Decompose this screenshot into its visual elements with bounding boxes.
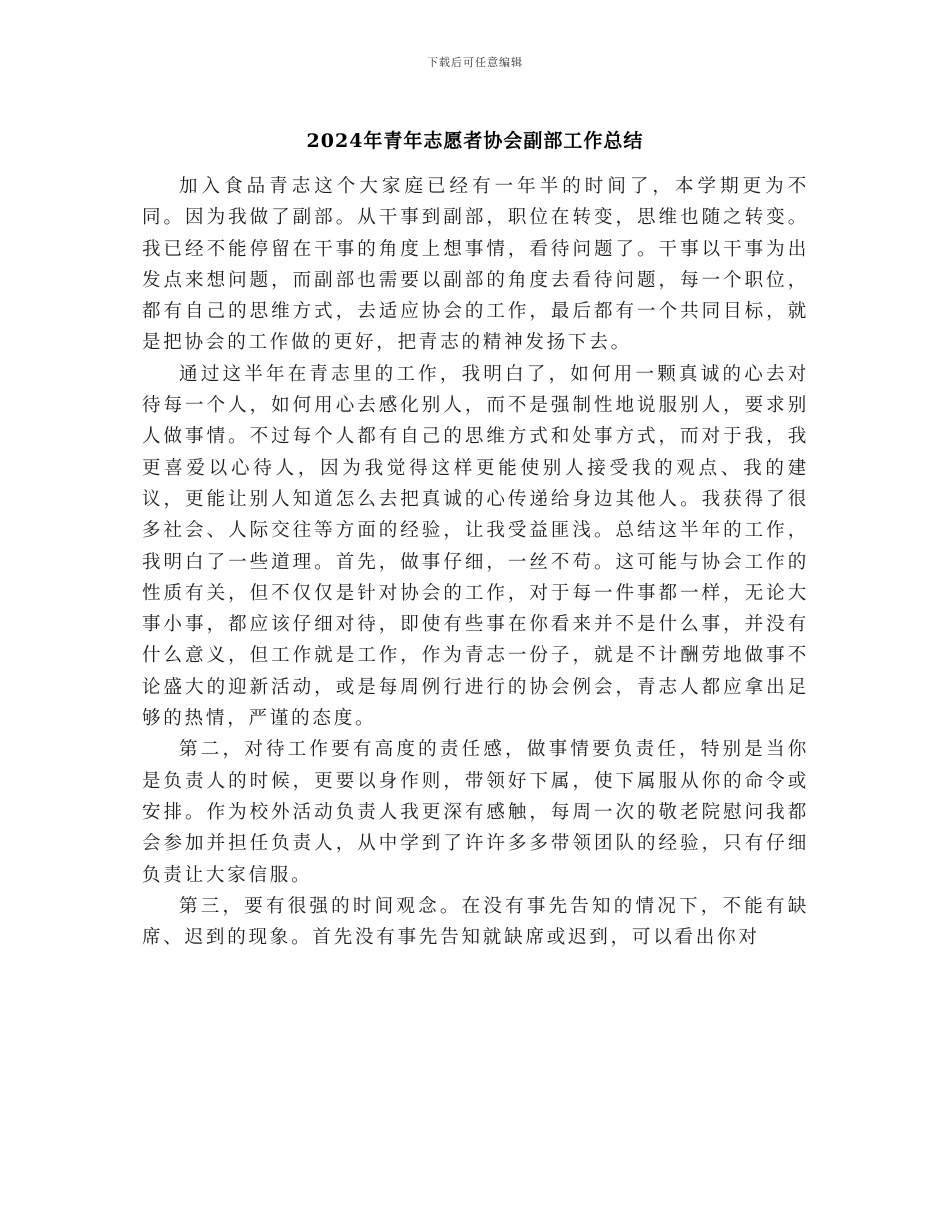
document-body [142, 171, 809, 953]
paragraph-1: 加入食品青志这个大家庭已经有一年半的时间了，本学期更为不同。因为我做了副部。从干事到副部，职位在转变，思维也随之转变。我已经不能停留在干事的角度上想事情，看待问题了。干事以干事为出发点来想问题，而副部也需要以副部的角度去看待问题，每一个职位，都有自己的思维方式，去适应协会的工作，最后都有一个共同目标，就是把协会的工作做的更好，把青志的精神发扬下去。 [142, 176, 809, 354]
paragraph-3: 第二，对待工作要有高度的责任感，做事情要负责任，特别是当你是负责人的时候，更要以身作则，带领好下属，使下属服从你的命令或安排。作为校外活动负责人我更深有感触，每周一次的敬老院慰问我都会参加并担任负责人，从中学到了许许多多带领团队的经验，只有仔细负责让大家信服。 [142, 739, 809, 886]
document-title: 2024年青年志愿者协会副部工作总结 [306, 130, 644, 152]
paragraph-2: 通过这半年在青志里的工作，我明白了，如何用一颗真诚的心去对待每一个人，如何用心去感化别人，而不是强制性地说服别人，要求别人做事情。不过每个人都有自己的思维方式和处事方式，而对于我，我更喜爱以心待人，因为我觉得这样更能使别人接受我的观点、我的建议，更能让别人知道怎么去把真诚的心传递给身边其他人。我获得了很多社会、人际交往等方面的经验，让我受益匪浅。总结这半年的工作，我明白了一些道理。首先，做事仔细，一丝不苟。这可能与协会工作的性质有关，但不仅仅是针对协会的工作，对于每一件事都一样，无论大事小事，都应该仔细对待，即使有些事在你看来并不是什么事，并没有什么意义，但工作就是工作，作为青志一份子，就是不计酬劳地做事不论盛大的迎新活动，或是每周例行进行的协会例会，青志人都应拿出足够的热情，严谨的态度。 [142, 363, 809, 730]
header-note: 下载后可任意编辑 [427, 56, 523, 69]
paragraph-4: 第三，要有很强的时间观念。在没有事先告知的情况下，不能有缺席、迟到的现象。首先没有事先告知就缺席或迟到，可以看出你对 [142, 895, 809, 949]
